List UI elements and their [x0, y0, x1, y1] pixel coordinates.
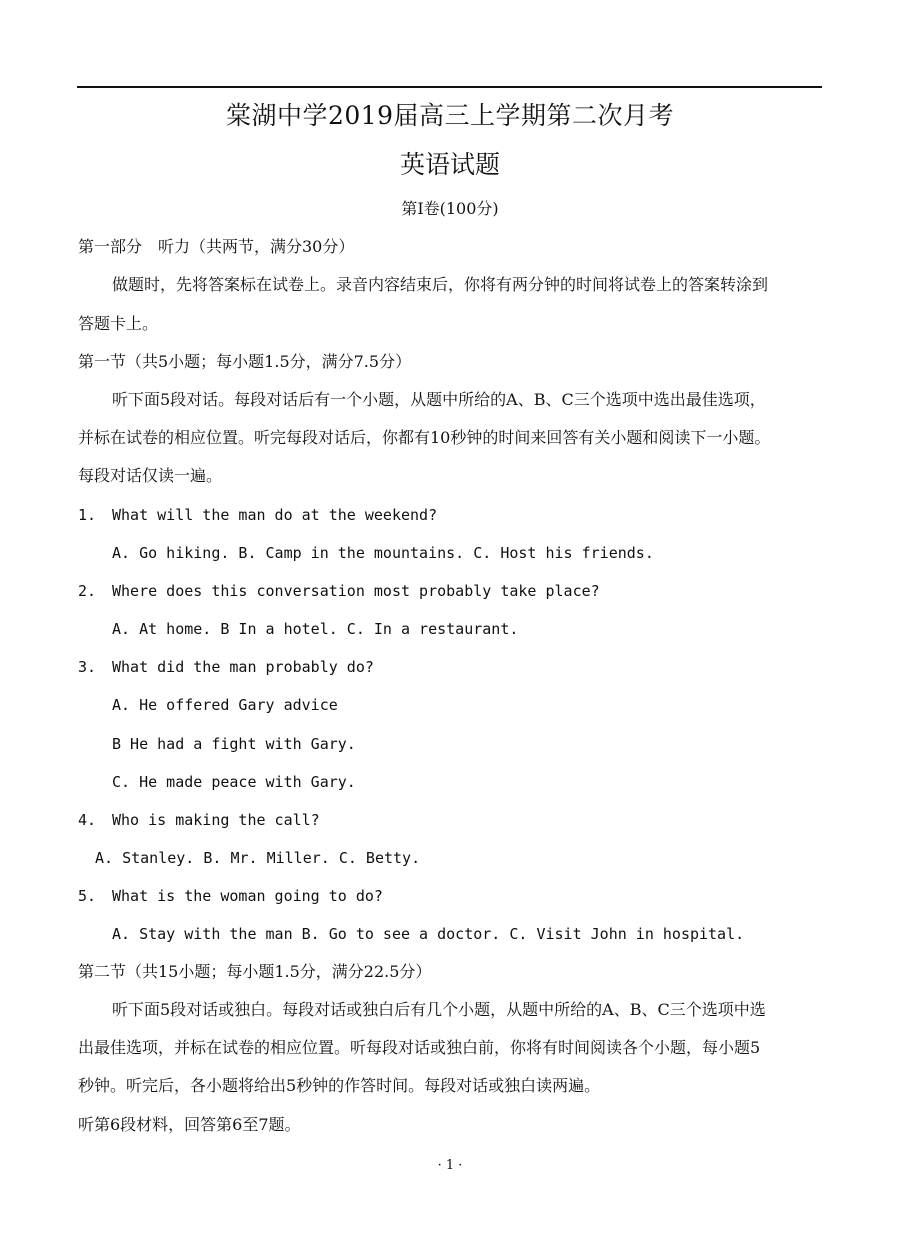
question-options: A. Go hiking. B. Camp in the mountains. C. Host his friends. [112, 544, 654, 562]
section1-heading: 第一节（共5小题；每小题1.5分，满分7.5分） [78, 352, 412, 371]
material-6-instruction: 听第6段材料，回答第6至7题。 [78, 1115, 301, 1134]
section2-intro-line1: 听下面5段对话或独白。每段对话或独白后有几个小题，从题中所给的A、B、C三个选项中选 [112, 1000, 766, 1019]
section2-intro-line2: 出最佳选项，并标在试卷的相应位置。听每段对话或独白前，你将有时间阅读各个小题，每小题5 [78, 1038, 761, 1057]
option-c: C. He made peace with Gary. [112, 773, 356, 791]
question-number: 5. [78, 887, 97, 905]
section1-intro-line1: 听下面5段对话。每段对话后有一个小题，从题中所给的A、B、C三个选项中选出最佳选项， [112, 390, 766, 409]
option-a: A. He offered Gary advice [112, 696, 338, 714]
part1-heading: 第一部分 听力（共两节，满分30分） [78, 237, 355, 256]
question-text: What is the woman going to do? [112, 887, 383, 905]
section2-intro-line3: 秒钟。听完后，各小题将给出5秒钟的作答时间。每段对话或独白读两遍。 [78, 1076, 601, 1095]
volume-label: 第I卷(100分) [401, 199, 499, 218]
part1-intro-line2: 答题卡上。 [78, 314, 159, 333]
part1-intro-line1: 做题时，先将答案标在试卷上。录音内容结束后，你将有两分钟的时间将试卷上的答案转涂到 [112, 275, 769, 294]
question-number: 3. [78, 658, 97, 676]
question-text: What did the man probably do? [112, 658, 374, 676]
section1-intro-line3: 每段对话仅读一遍。 [78, 466, 223, 485]
question-number: 4. [78, 811, 97, 829]
exam-subtitle: 英语试题 [399, 150, 500, 179]
question-options: A. Stanley. B. Mr. Miller. C. Betty. [95, 849, 421, 867]
section2-heading: 第二节（共15小题；每小题1.5分，满分22.5分） [78, 962, 432, 981]
question-text: Where does this conversation most probably take place? [112, 582, 600, 600]
page-number: · 1 · [437, 1158, 463, 1173]
question-text: What will the man do at the weekend? [112, 506, 438, 524]
question-options: A. Stay with the man B. Go to see a doctor. C. Visit John in hospital. [112, 925, 745, 943]
exam-title: 棠湖中学2019届高三上学期第二次月考 [225, 101, 675, 130]
question-number: 1. [78, 506, 97, 524]
question-number: 2. [78, 582, 97, 600]
question-text: Who is making the call? [112, 811, 320, 829]
header-rule [77, 86, 822, 88]
option-b: B He had a fight with Gary. [112, 735, 356, 753]
question-options: A. At home. B In a hotel. C. In a restaurant. [112, 620, 519, 638]
section1-intro-line2: 并标在试卷的相应位置。听完每段对话后，你都有10秒钟的时间来回答有关小题和阅读下一小题。 [78, 428, 771, 447]
